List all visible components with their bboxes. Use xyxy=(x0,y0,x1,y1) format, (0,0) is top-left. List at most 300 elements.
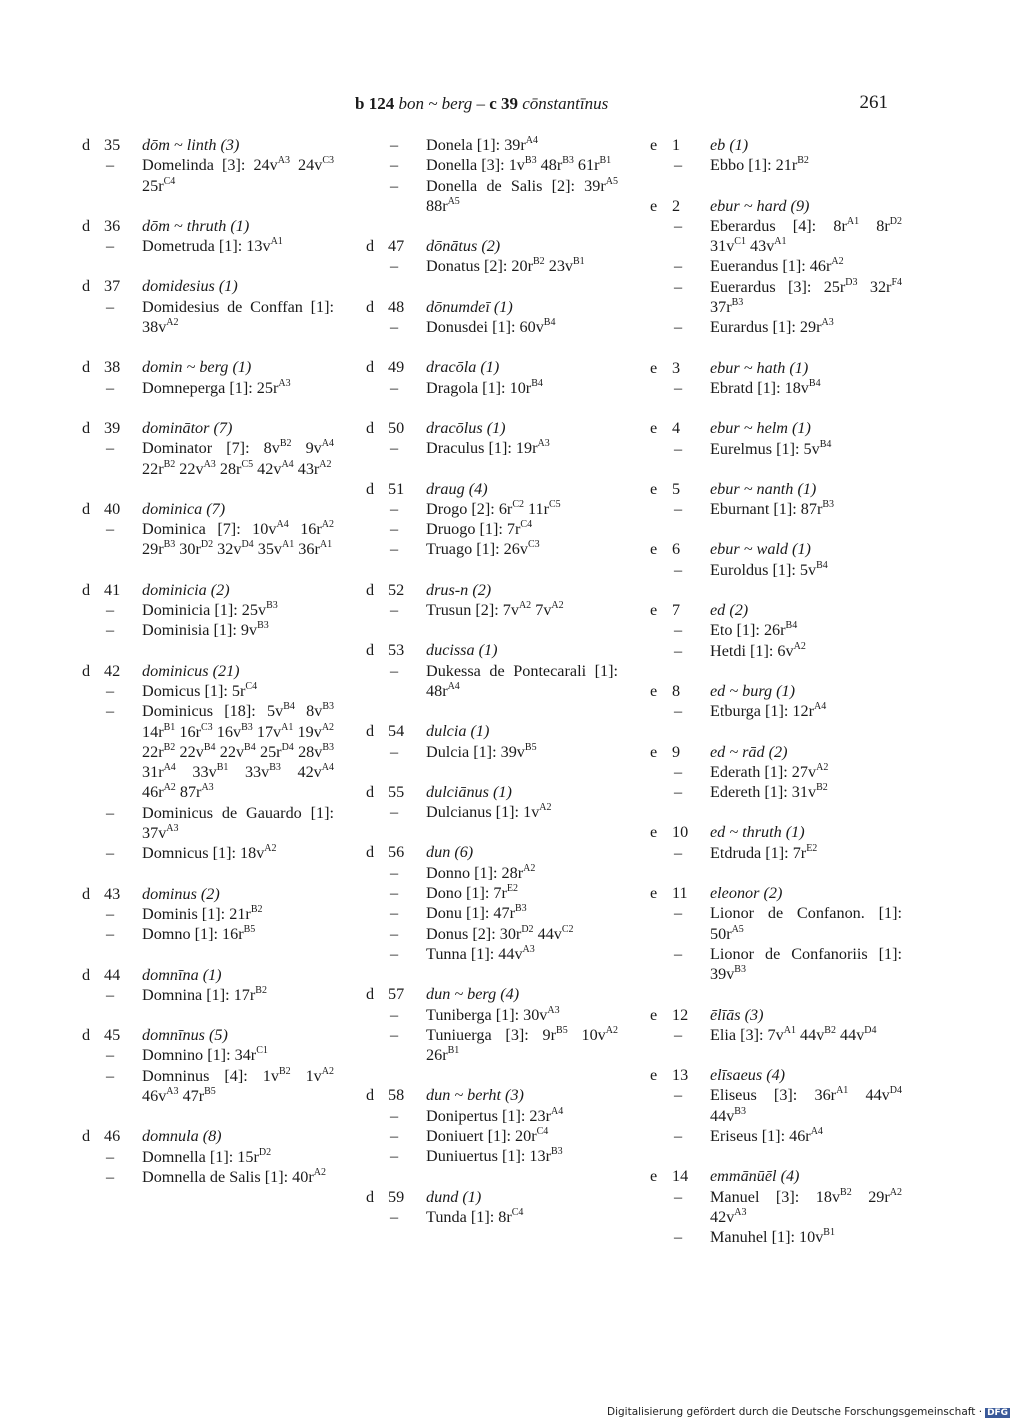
entry-lemma: ebur ~ helm (1) xyxy=(710,419,811,438)
form-text: Manuel [3]: $18v^{B2}$ $29r^{A2}$ $42v^{A3}$ xyxy=(710,1186,902,1226)
dash-marker: – xyxy=(390,520,399,539)
dash-marker: – xyxy=(674,783,683,802)
entry-number: 3 xyxy=(672,358,681,377)
attested-form xyxy=(366,1146,618,1166)
attested-form xyxy=(366,539,618,559)
entry-lemma: emmānūēl (4) xyxy=(710,1167,800,1186)
lexicon-entry xyxy=(366,984,618,1065)
dash-marker: – xyxy=(674,1126,683,1145)
entry-lemma-line xyxy=(82,580,334,600)
dash-marker: – xyxy=(390,601,399,620)
lexicon-entry xyxy=(366,640,618,701)
dash-marker: – xyxy=(390,884,399,903)
form-text: Dominator [7]: $8v^{B2}$ $9v^{A4}$ $22r^{B2}$ $22v^{A3}$ $28r^{C5}$ $42v^{A4}$ $43r^{A2}$ xyxy=(142,438,334,478)
lexicon-entry xyxy=(650,1005,902,1046)
form-text: Etburga [1]: $12r^{A4}$ xyxy=(710,701,827,721)
entry-lemma: dracōlus (1) xyxy=(426,418,506,437)
dash-marker: – xyxy=(674,216,683,235)
form-text: Donus [2]: $30r^{D2}$ $44v^{C2}$ xyxy=(426,923,574,943)
running-head: b 124 bon ~ berg – c 39 cōnstantīnus xyxy=(355,94,609,113)
entry-number: 8 xyxy=(672,681,681,700)
entry-lemma: dracōla (1) xyxy=(426,358,500,377)
lexicon-entry xyxy=(650,742,902,803)
form-text: Doniuert [1]: $20r^{C4}$ xyxy=(426,1125,549,1145)
entry-lemma-line xyxy=(82,135,334,155)
dash-marker: – xyxy=(390,863,399,882)
entry-lemma-line xyxy=(82,418,334,438)
entry-lemma: dominātor (7) xyxy=(142,418,233,437)
lexicon-entry xyxy=(366,842,618,964)
dash-marker: – xyxy=(106,156,115,175)
entry-number: 13 xyxy=(672,1066,689,1085)
entry-lemma: domnīna (1) xyxy=(142,965,222,984)
form-text: Euerardus [3]: $25r^{D3}$ $32r^{F4}$ $37r^{B3}$ xyxy=(710,276,903,317)
attested-form xyxy=(82,378,334,398)
entry-number: 14 xyxy=(672,1167,689,1186)
dash-marker: – xyxy=(106,1147,115,1166)
dash-marker: – xyxy=(390,904,399,923)
form-text: Eto [1]: $26r^{B4}$ xyxy=(710,620,798,640)
entry-number: 37 xyxy=(104,277,121,296)
form-text: Domidesius de Conffan [1]: $38v^{A2}$ xyxy=(142,297,334,337)
entry-letter: d xyxy=(366,641,375,660)
attested-form xyxy=(366,600,618,620)
form-text: Lionor de Confanoriis [1]: $39v^{B3}$ xyxy=(710,944,902,984)
page-header xyxy=(0,92,1000,120)
column-2 xyxy=(366,135,618,1247)
attested-form xyxy=(82,1066,334,1107)
page-number: 261 xyxy=(859,92,888,113)
attested-form xyxy=(366,317,618,337)
attested-form xyxy=(366,1126,618,1146)
dash-marker: – xyxy=(390,257,399,276)
dash-marker: – xyxy=(390,156,399,175)
entry-letter: e xyxy=(650,681,658,700)
entry-lemma: ed ~ burg (1) xyxy=(710,681,796,700)
attested-form xyxy=(650,1187,902,1228)
entry-number: 48 xyxy=(388,297,405,316)
entry-number: 36 xyxy=(104,216,121,235)
attested-form xyxy=(366,863,618,883)
entry-lemma: domnula (8) xyxy=(142,1127,222,1146)
form-text: Eburnant [1]: $87r^{B3}$ xyxy=(710,499,835,519)
dash-marker: – xyxy=(106,844,115,863)
attested-form xyxy=(650,782,902,802)
lexicon-entry xyxy=(366,580,618,621)
entry-letter: d xyxy=(82,965,91,984)
entry-number: 41 xyxy=(104,580,121,599)
dash-marker: – xyxy=(390,1025,399,1044)
dash-marker: – xyxy=(106,1046,115,1065)
form-text: Domnino [1]: $34r^{C1}$ xyxy=(142,1045,268,1065)
form-text: Manuhel [1]: $10v^{B1}$ xyxy=(710,1227,835,1247)
dash-marker: – xyxy=(390,944,399,963)
entry-letter: e xyxy=(650,136,658,154)
entry-letter: d xyxy=(366,580,375,599)
form-text: Dominis [1]: $21r^{B2}$ xyxy=(142,903,263,923)
entry-number: 35 xyxy=(104,136,121,154)
entry-lemma-line xyxy=(650,418,902,438)
entry-letter: d xyxy=(366,782,375,801)
dash-marker: – xyxy=(674,560,683,579)
form-text: Dulcia [1]: $39v^{B5}$ xyxy=(426,741,537,761)
entry-letter: e xyxy=(650,1005,658,1024)
entry-letter: e xyxy=(650,419,658,438)
form-text: Draculus [1]: $19r^{A3}$ xyxy=(426,438,550,458)
form-text: Ebbo [1]: $21r^{B2}$ xyxy=(710,155,809,175)
entry-letter: e xyxy=(650,1167,658,1186)
lexicon-entry xyxy=(650,539,902,580)
entry-number: 55 xyxy=(388,782,405,801)
dash-marker: – xyxy=(674,843,683,862)
entry-lemma: ducissa (1) xyxy=(426,641,498,660)
entry-lemma: drus-n (2) xyxy=(426,580,492,599)
entry-lemma: dund (1) xyxy=(426,1187,482,1206)
attested-form xyxy=(650,1025,902,1045)
entry-lemma-line xyxy=(82,965,334,985)
entry-number: 49 xyxy=(388,358,405,377)
entry-lemma-line xyxy=(366,1085,618,1105)
lexicon-entry xyxy=(82,135,334,196)
form-text: Edereth [1]: $31v^{B2}$ xyxy=(710,782,828,802)
entry-lemma-line xyxy=(650,1005,902,1025)
form-text: Domelinda [3]: $24v^{A3}$ $24v^{C3}$ $25r^{C4}$ xyxy=(142,155,334,195)
form-text: Eurelmus [1]: $5v^{B4}$ xyxy=(710,438,832,458)
attested-form xyxy=(82,681,334,701)
entry-lemma-line xyxy=(650,822,902,842)
lexicon-entry xyxy=(82,580,334,641)
form-text: Donella de Salis [2]: $39r^{A5}$ $88r^{A5}$ xyxy=(426,175,618,215)
attested-form xyxy=(650,641,902,661)
lexicon-entry xyxy=(650,479,902,520)
entry-lemma: dominicia (2) xyxy=(142,580,230,599)
dash-marker: – xyxy=(674,1025,683,1044)
entry-letter: d xyxy=(82,136,91,154)
lexicon-entry xyxy=(82,276,334,337)
entry-letter: d xyxy=(82,1127,91,1146)
entry-lemma-line xyxy=(650,1065,902,1085)
entry-lemma-line xyxy=(650,742,902,762)
attested-form xyxy=(650,903,902,944)
form-text: Hetdi [1]: $6v^{A2}$ xyxy=(710,640,806,660)
form-text: Etdruda [1]: $7r^{E2}$ xyxy=(710,842,818,862)
entry-lemma-line xyxy=(650,358,902,378)
attested-form xyxy=(82,701,334,802)
entry-lemma: eb (1) xyxy=(710,136,749,154)
attested-form xyxy=(366,519,618,539)
lexicon-entry xyxy=(82,965,334,1006)
entry-lemma-line xyxy=(366,479,618,499)
attested-form xyxy=(366,1106,618,1126)
dash-marker: – xyxy=(106,904,115,923)
dfg-logo: DFG xyxy=(987,1408,1009,1418)
entry-number: 2 xyxy=(672,196,681,215)
attested-form xyxy=(82,600,334,620)
lexicon-entry xyxy=(366,135,618,216)
attested-form xyxy=(366,499,618,519)
entry-letter: d xyxy=(366,985,375,1004)
dash-marker: – xyxy=(674,762,683,781)
lexicon-entry xyxy=(82,1025,334,1106)
form-text: Donella [3]: $1v^{B3}$ $48r^{B3}$ $61r^{B1}$ xyxy=(426,155,612,175)
form-text: Domnina [1]: $17r^{B2}$ xyxy=(142,984,267,1004)
entry-lemma-line xyxy=(650,135,902,155)
attested-form xyxy=(366,661,618,702)
entry-lemma-line xyxy=(650,681,902,701)
lexicon-entry xyxy=(650,358,902,399)
column-1 xyxy=(82,135,334,1207)
form-text: Dukessa de Pontecarali [1]: $48r^{A4}$ xyxy=(426,661,618,700)
entry-number: 47 xyxy=(388,237,405,256)
form-text: Dominisia [1]: $9v^{B3}$ xyxy=(142,620,269,640)
dash-marker: – xyxy=(106,681,115,700)
attested-form xyxy=(650,1227,902,1247)
entry-lemma-line xyxy=(366,842,618,862)
entry-lemma: ebur ~ nanth (1) xyxy=(710,479,817,498)
entry-letter: d xyxy=(366,1187,375,1206)
entry-letter: e xyxy=(650,884,658,903)
attested-form xyxy=(366,742,618,762)
dash-marker: – xyxy=(390,176,399,195)
entry-lemma: ed (2) xyxy=(710,601,749,620)
attested-form xyxy=(366,155,618,175)
entry-number: 11 xyxy=(672,884,688,903)
entry-lemma-line xyxy=(82,661,334,681)
dash-marker: – xyxy=(106,237,115,256)
funding-footer: Digitalisierung gefördert durch die Deutsche Forschungsgemeinschaft · DFG xyxy=(607,1406,1009,1418)
entry-letter: e xyxy=(650,540,658,559)
dash-marker: – xyxy=(674,318,683,337)
entry-number: 12 xyxy=(672,1005,689,1024)
entry-letter: e xyxy=(650,196,658,215)
attested-form xyxy=(366,378,618,398)
entry-lemma: ed ~ thruth (1) xyxy=(710,823,805,842)
entry-lemma-line xyxy=(366,721,618,741)
form-text: Eriseus [1]: $46r^{A4}$ xyxy=(710,1125,823,1145)
entry-lemma: dominus (2) xyxy=(142,884,220,903)
entry-number: 5 xyxy=(672,479,681,498)
form-text: Ebratd [1]: $18v^{B4}$ xyxy=(710,377,821,397)
entry-lemma: dominica (7) xyxy=(142,499,226,518)
entry-lemma: ebur ~ wald (1) xyxy=(710,540,811,559)
attested-form xyxy=(82,519,334,560)
dash-marker: – xyxy=(674,439,683,458)
form-text: Tuniberga [1]: $30v^{A3}$ xyxy=(426,1004,560,1024)
lexicon-entry xyxy=(366,236,618,277)
entry-number: 39 xyxy=(104,418,121,437)
entry-number: 54 xyxy=(388,722,405,741)
dash-marker: – xyxy=(674,277,683,296)
dash-marker: – xyxy=(390,1106,399,1125)
entry-number: 52 xyxy=(388,580,405,599)
form-text: Domnella [1]: $15r^{D2}$ xyxy=(142,1146,272,1166)
entry-number: 50 xyxy=(388,418,405,437)
dash-marker: – xyxy=(106,1167,115,1186)
dash-marker: – xyxy=(106,1066,115,1085)
entry-number: 56 xyxy=(388,843,405,862)
attested-form xyxy=(366,903,618,923)
entry-lemma: dun ~ berht (3) xyxy=(426,1086,524,1105)
entry-lemma-line xyxy=(650,196,902,216)
dash-marker: – xyxy=(674,1086,683,1105)
entry-lemma: ebur ~ hard (9) xyxy=(710,196,810,215)
entry-lemma: dōm ~ linth (3) xyxy=(142,136,240,154)
lexicon-entry xyxy=(366,1085,618,1166)
entry-number: 40 xyxy=(104,499,121,518)
form-text: Tunna [1]: $44v^{A3}$ xyxy=(426,943,535,963)
dash-marker: – xyxy=(106,803,115,822)
attested-form xyxy=(366,1005,618,1025)
form-text: Euroldus [1]: $5v^{B4}$ xyxy=(710,559,828,579)
entry-number: 51 xyxy=(388,479,405,498)
entry-number: 59 xyxy=(388,1187,405,1206)
lexicon-entry xyxy=(650,1166,902,1247)
form-text: Donela [1]: $39r^{A4}$ xyxy=(426,135,539,154)
lexicon-entry xyxy=(650,822,902,863)
entry-lemma-line xyxy=(82,884,334,904)
attested-form xyxy=(82,803,334,844)
entry-lemma-line xyxy=(366,1187,618,1207)
dash-marker: – xyxy=(390,136,399,154)
attested-form xyxy=(82,620,334,640)
entry-number: 46 xyxy=(104,1127,121,1146)
attested-form xyxy=(82,236,334,256)
lexicon-entry xyxy=(650,883,902,984)
attested-form xyxy=(650,277,902,318)
attested-form xyxy=(650,256,902,276)
form-text: Dominica [7]: $10v^{A4}$ $16r^{A2}$ $29r^{B3}$ $30r^{D2}$ $32v^{D4}$ $35v^{A1}$ $36r^{A1}$ xyxy=(142,519,334,559)
dash-marker: – xyxy=(674,904,683,923)
form-text: Druogo [1]: $7r^{C4}$ xyxy=(426,519,533,539)
form-text: Domicus [1]: $5r^{C4}$ xyxy=(142,680,258,700)
attested-form xyxy=(650,843,902,863)
dash-marker: – xyxy=(390,378,399,397)
entry-letter: d xyxy=(366,358,375,377)
lexicon-entry xyxy=(650,600,902,661)
entry-letter: d xyxy=(82,216,91,235)
attested-form xyxy=(82,924,334,944)
form-text: Eurardus [1]: $29r^{A3}$ xyxy=(710,317,834,337)
attested-form xyxy=(650,378,902,398)
form-text: Ederath [1]: $27v^{A2}$ xyxy=(710,761,829,781)
dash-marker: – xyxy=(390,499,399,518)
form-text: Donusdei [1]: $60v^{B4}$ xyxy=(426,317,556,337)
entry-lemma: ēlīās (3) xyxy=(710,1005,764,1024)
attested-form xyxy=(366,256,618,276)
entry-lemma: dun ~ berg (4) xyxy=(426,985,520,1004)
attested-form xyxy=(366,176,618,217)
form-text: Dominicus [18]: $5v^{B4}$ $8v^{B3}$ $14r^{B1}$ $16r^{C3}$ $16v^{B3}$ $17v^{A1}$ $19v^{A2}$ $22r^{B2}$ $22v^{B4}$ $22v^{B4}$ $25r^{D4}$ $28v^{B3}$ $31r^{A4}$ $33v^{B1}$ $33v^{B3}$ $42v^{A4}$ $46r^{A2}$ $87r^{A3}$ xyxy=(142,701,335,802)
attested-form xyxy=(366,924,618,944)
entry-letter: d xyxy=(82,499,91,518)
entry-letter: d xyxy=(366,479,375,498)
dash-marker: – xyxy=(674,378,683,397)
lexicon-entry xyxy=(366,357,618,398)
attested-form xyxy=(650,701,902,721)
entry-lemma-line xyxy=(366,640,618,660)
lexicon-entry xyxy=(82,1126,334,1187)
lexicon-entry xyxy=(82,357,334,398)
attested-form xyxy=(366,1207,618,1227)
form-text: Donipertus [1]: $23r^{A4}$ xyxy=(426,1105,564,1125)
dash-marker: – xyxy=(674,257,683,276)
entry-lemma-line xyxy=(82,1025,334,1045)
entry-lemma-line xyxy=(366,236,618,256)
entry-number: 10 xyxy=(672,823,689,842)
entry-lemma-line xyxy=(82,216,334,236)
entry-letter: d xyxy=(82,358,91,377)
dash-marker: – xyxy=(106,601,115,620)
entry-lemma: dun (6) xyxy=(426,843,474,862)
entry-lemma-line xyxy=(82,357,334,377)
dash-marker: – xyxy=(106,985,115,1004)
attested-form xyxy=(82,1147,334,1167)
lexicon-entry xyxy=(366,721,618,762)
attested-form xyxy=(82,297,334,338)
attested-form xyxy=(650,499,902,519)
attested-form xyxy=(82,1045,334,1065)
dash-marker: – xyxy=(674,156,683,175)
attested-form xyxy=(650,620,902,640)
dash-marker: – xyxy=(106,439,115,458)
entry-letter: e xyxy=(650,823,658,842)
attested-form xyxy=(82,985,334,1005)
form-text: Donu [1]: $47r^{B3}$ xyxy=(426,903,527,923)
attested-form xyxy=(366,438,618,458)
dash-marker: – xyxy=(390,661,399,680)
attested-form xyxy=(82,155,334,196)
entry-lemma: elīsaeus (4) xyxy=(710,1066,786,1085)
form-text: Dono [1]: $7r^{E2}$ xyxy=(426,883,519,903)
attested-form xyxy=(650,317,902,337)
entry-number: 4 xyxy=(672,419,681,438)
attested-form xyxy=(650,762,902,782)
dash-marker: – xyxy=(106,702,115,721)
dash-marker: – xyxy=(674,1187,683,1206)
entry-letter: d xyxy=(82,884,91,903)
entry-lemma: domin ~ berg (1) xyxy=(142,358,252,377)
entry-letter: d xyxy=(366,297,375,316)
entry-lemma-line xyxy=(366,357,618,377)
entry-lemma: domidesius (1) xyxy=(142,277,238,296)
entry-lemma-line xyxy=(650,600,902,620)
entry-lemma-line xyxy=(82,1126,334,1146)
form-text: Euerandus [1]: $46r^{A2}$ xyxy=(710,256,844,276)
lexicon-entry xyxy=(82,661,334,864)
attested-form xyxy=(650,439,902,459)
entry-number: 42 xyxy=(104,661,121,680)
form-text: Dulcianus [1]: $1v^{A2}$ xyxy=(426,802,552,822)
attested-form xyxy=(82,904,334,924)
entry-lemma: ed ~ rād (2) xyxy=(710,742,788,761)
entry-lemma: eleonor (2) xyxy=(710,884,783,903)
form-text: Dragola [1]: $10r^{B4}$ xyxy=(426,377,543,397)
dash-marker: – xyxy=(674,641,683,660)
attested-form xyxy=(366,802,618,822)
entry-letter: e xyxy=(650,1066,658,1085)
form-text: Elia [3]: $7v^{A1}$ $44v^{B2}$ $44v^{D4}$ xyxy=(710,1024,877,1044)
entry-letter: e xyxy=(650,742,658,761)
attested-form xyxy=(366,944,618,964)
entry-lemma-line xyxy=(650,479,902,499)
entry-lemma: dominicus (21) xyxy=(142,661,240,680)
dash-marker: – xyxy=(390,1005,399,1024)
lexicon-entry xyxy=(650,681,902,722)
attested-form xyxy=(366,1025,618,1066)
entry-letter: e xyxy=(650,479,658,498)
dash-marker: – xyxy=(674,621,683,640)
form-text: Donatus [2]: $20r^{B2}$ $23v^{B1}$ xyxy=(426,256,585,276)
